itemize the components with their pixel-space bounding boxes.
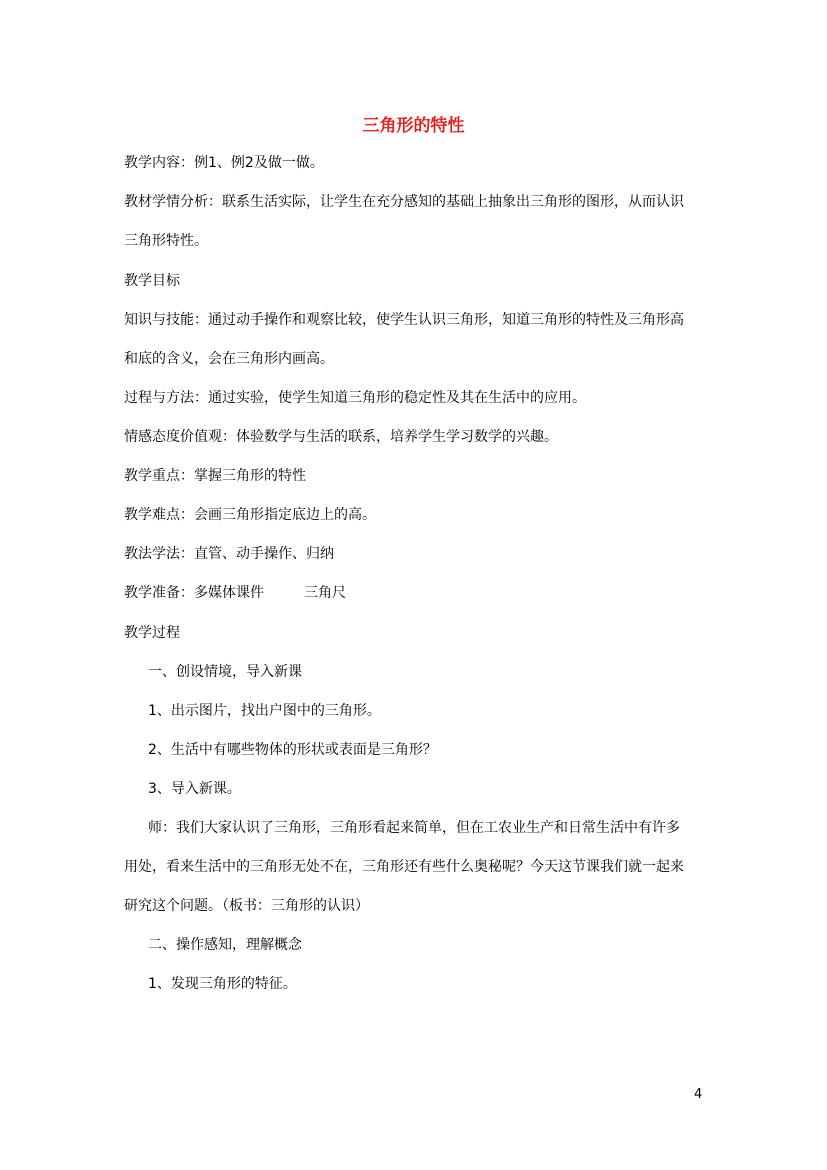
page-number: 4 <box>694 1087 703 1102</box>
text-line: 3、导入新课。 <box>148 781 241 797</box>
text-line: 教学难点：会画三角形指定底边上的高。 <box>124 507 376 523</box>
text-line: 1、发现三角形的特征。 <box>148 976 297 992</box>
text-line: 教法学法：直管、动手操作、归纳 <box>124 546 334 562</box>
text-line: 研究这个问题。（板书：三角形的认识） <box>124 898 369 914</box>
prep-item: 三角尺 <box>304 585 346 601</box>
text-line: 教学重点：掌握三角形的特性 <box>124 468 306 484</box>
text-line: 一、创设情境，导入新课 <box>148 664 302 680</box>
text-line: 师：我们大家认识了三角形，三角形看起来简单，但在工农业生产和日常生活中有许多 <box>148 820 680 836</box>
text-line: 三角形特性。 <box>124 233 208 249</box>
text-line: 情感态度价值观：体验数学与生活的联系，培养学生学习数学的兴趣。 <box>124 429 558 445</box>
document-title: 三角形的特性 <box>362 116 465 136</box>
text-line: 教学内容：例1、例2及做一做。 <box>124 155 324 171</box>
text-line: 和底的含义，会在三角形内画高。 <box>124 351 334 367</box>
text-line: 知识与技能：通过动手操作和观察比较，使学生认识三角形，知道三角形的特性及三角形高 <box>124 312 684 328</box>
section-heading: 教学目标 <box>124 273 180 289</box>
section-heading: 教学过程 <box>124 625 180 641</box>
prep-label: 教学准备：多媒体课件 <box>124 585 264 601</box>
text-line: 1、出示图片，找出户图中的三角形。 <box>148 703 381 719</box>
prep-line <box>124 584 346 602</box>
text-line: 教材学情分析：联系生活实际，让学生在充分感知的基础上抽象出三角形的图形，从而认识 <box>124 194 684 210</box>
text-line: 2、生活中有哪些物体的形状或表面是三角形？ <box>148 742 437 758</box>
text-line: 过程与方法：通过实验，使学生知道三角形的稳定性及其在生活中的应用。 <box>124 390 586 406</box>
text-line: 二、操作感知，理解概念 <box>148 937 302 953</box>
text-line: 用处，看来生活中的三角形无处不在，三角形还有些什么奥秘呢？今天这节课我们就一起来 <box>124 859 684 875</box>
